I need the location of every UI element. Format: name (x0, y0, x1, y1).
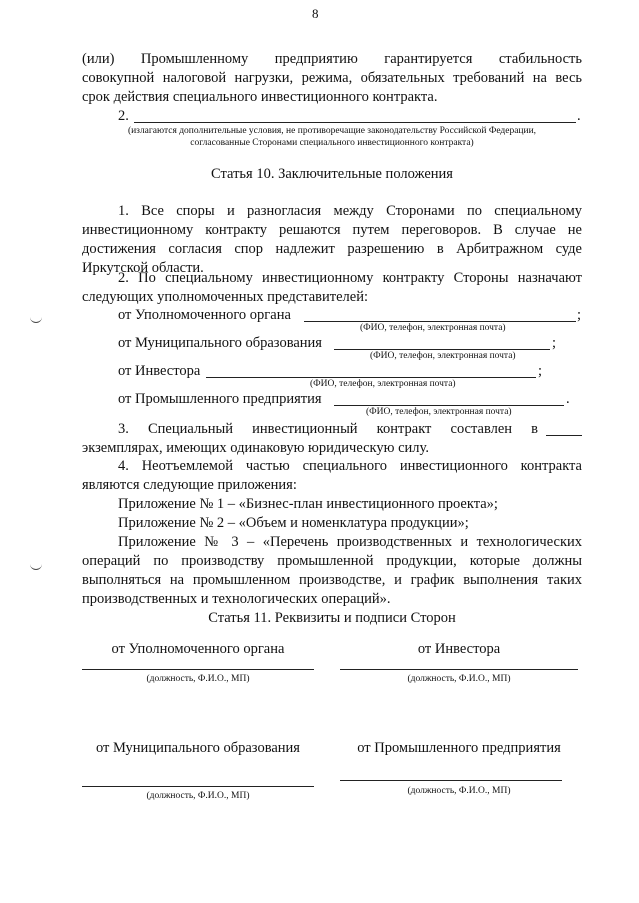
rep-4-end: . (566, 391, 570, 407)
party-2-label: от Инвестора (417, 641, 501, 657)
left-margin-mark-top (30, 316, 42, 323)
item-2-note-line-1: (излагаются дополнительные условия, не противоречащие законодательству Российской Федерации, (127, 126, 537, 136)
rep-4-hint: (ФИО, телефон, электронная почта) (366, 407, 512, 417)
art10-p2-line-1: 2. По специальному инвестиционному контракту Стороны назначают (118, 270, 582, 286)
art10-p3-line-1: 3. Специальный инвестиционный контракт составлен в (118, 421, 538, 437)
party-4-sign-hint: (должность, Ф.И.О., МП) (407, 786, 511, 796)
item-2-note-line-2: согласованные Сторонами специального инвестиционного контракта) (190, 138, 474, 148)
item-2-end: . (577, 108, 581, 124)
appendix-3-line-1: Приложение № 3 – «Перечень производственных и технологических (118, 534, 582, 550)
rep-2-hint: (ФИО, телефон, электронная почта) (370, 351, 516, 361)
party-2-sign-hint: (должность, Ф.И.О., МП) (407, 674, 511, 684)
article-10-title: Статья 10. Заключительные положения (211, 166, 453, 182)
appendix-2: Приложение № 2 – «Объем и номенклатура продукции»; (118, 515, 469, 531)
appendix-3-line-4: производственных и технологических операций». (82, 591, 391, 607)
appendix-3-line-2: операций по производству промышленной продукции, которые должны (82, 553, 582, 569)
art10-p1-line-3: достижения согласия спор надлежит разрешению в Арбитражном суде (82, 241, 582, 257)
rep-4-label: от Промышленного предприятия (118, 391, 322, 407)
item-2-fill-line (134, 122, 576, 123)
art10-p1-line-4: Иркутской области. (82, 260, 204, 276)
intro-line-2: совокупной налоговой нагрузки, режима, обязательных требований на весь (82, 70, 582, 86)
copies-count-line (546, 435, 582, 436)
art10-p3-line-2: экземплярах, имеющих одинаковую юридическую силу. (82, 440, 429, 456)
appendix-1: Приложение № 1 – «Бизнес-план инвестиционного проекта»; (118, 496, 498, 512)
intro-line-1: (или) Промышленному предприятию гарантируется стабильность (82, 51, 582, 67)
rep-1-label: от Уполномоченного органа (118, 307, 291, 323)
rep-1-hint: (ФИО, телефон, электронная почта) (360, 323, 506, 333)
page-number: 8 (312, 6, 319, 21)
party-3-label: от Муниципального образования (96, 740, 300, 756)
party-4-label: от Промышленного предприятия (357, 740, 561, 756)
party-4-signature-line (340, 780, 562, 781)
rep-3-hint: (ФИО, телефон, электронная почта) (310, 379, 456, 389)
rep-2-end: ; (552, 335, 557, 351)
art10-p2-line-2: следующих уполномоченных представителей: (82, 289, 368, 305)
party-1-signature-line (82, 669, 314, 670)
art10-p1-line-1: 1. Все споры и разногласия между Сторонами по специальному (118, 203, 582, 219)
party-3-signature-line (82, 786, 314, 787)
left-margin-mark-bottom (30, 563, 42, 570)
party-1-sign-hint: (должность, Ф.И.О., МП) (146, 674, 250, 684)
art10-p1-line-2: инвестиционному контракту решаются путем переговоров. В случае не (82, 222, 582, 238)
appendix-3-line-3: выполняться на промышленном производстве, и график выполнения таких (82, 572, 582, 588)
party-1-label: от Уполномоченного органа (111, 641, 285, 657)
art10-p4-line-1: 4. Неотъемлемой частью специального инвестиционного контракта (118, 458, 582, 474)
rep-3-end: ; (538, 363, 543, 379)
rep-1-end: ; (577, 307, 582, 323)
rep-3-label: от Инвестора (118, 363, 201, 379)
article-11-title: Статья 11. Реквизиты и подписи Сторон (208, 610, 456, 626)
intro-line-3: срок действия специального инвестиционного контракта. (82, 89, 438, 105)
rep-2-label: от Муниципального образования (118, 335, 322, 351)
party-2-signature-line (340, 669, 578, 670)
party-3-sign-hint: (должность, Ф.И.О., МП) (146, 791, 250, 801)
item-2-number: 2. (118, 108, 129, 124)
art10-p4-line-2: являются следующие приложения: (82, 477, 297, 493)
